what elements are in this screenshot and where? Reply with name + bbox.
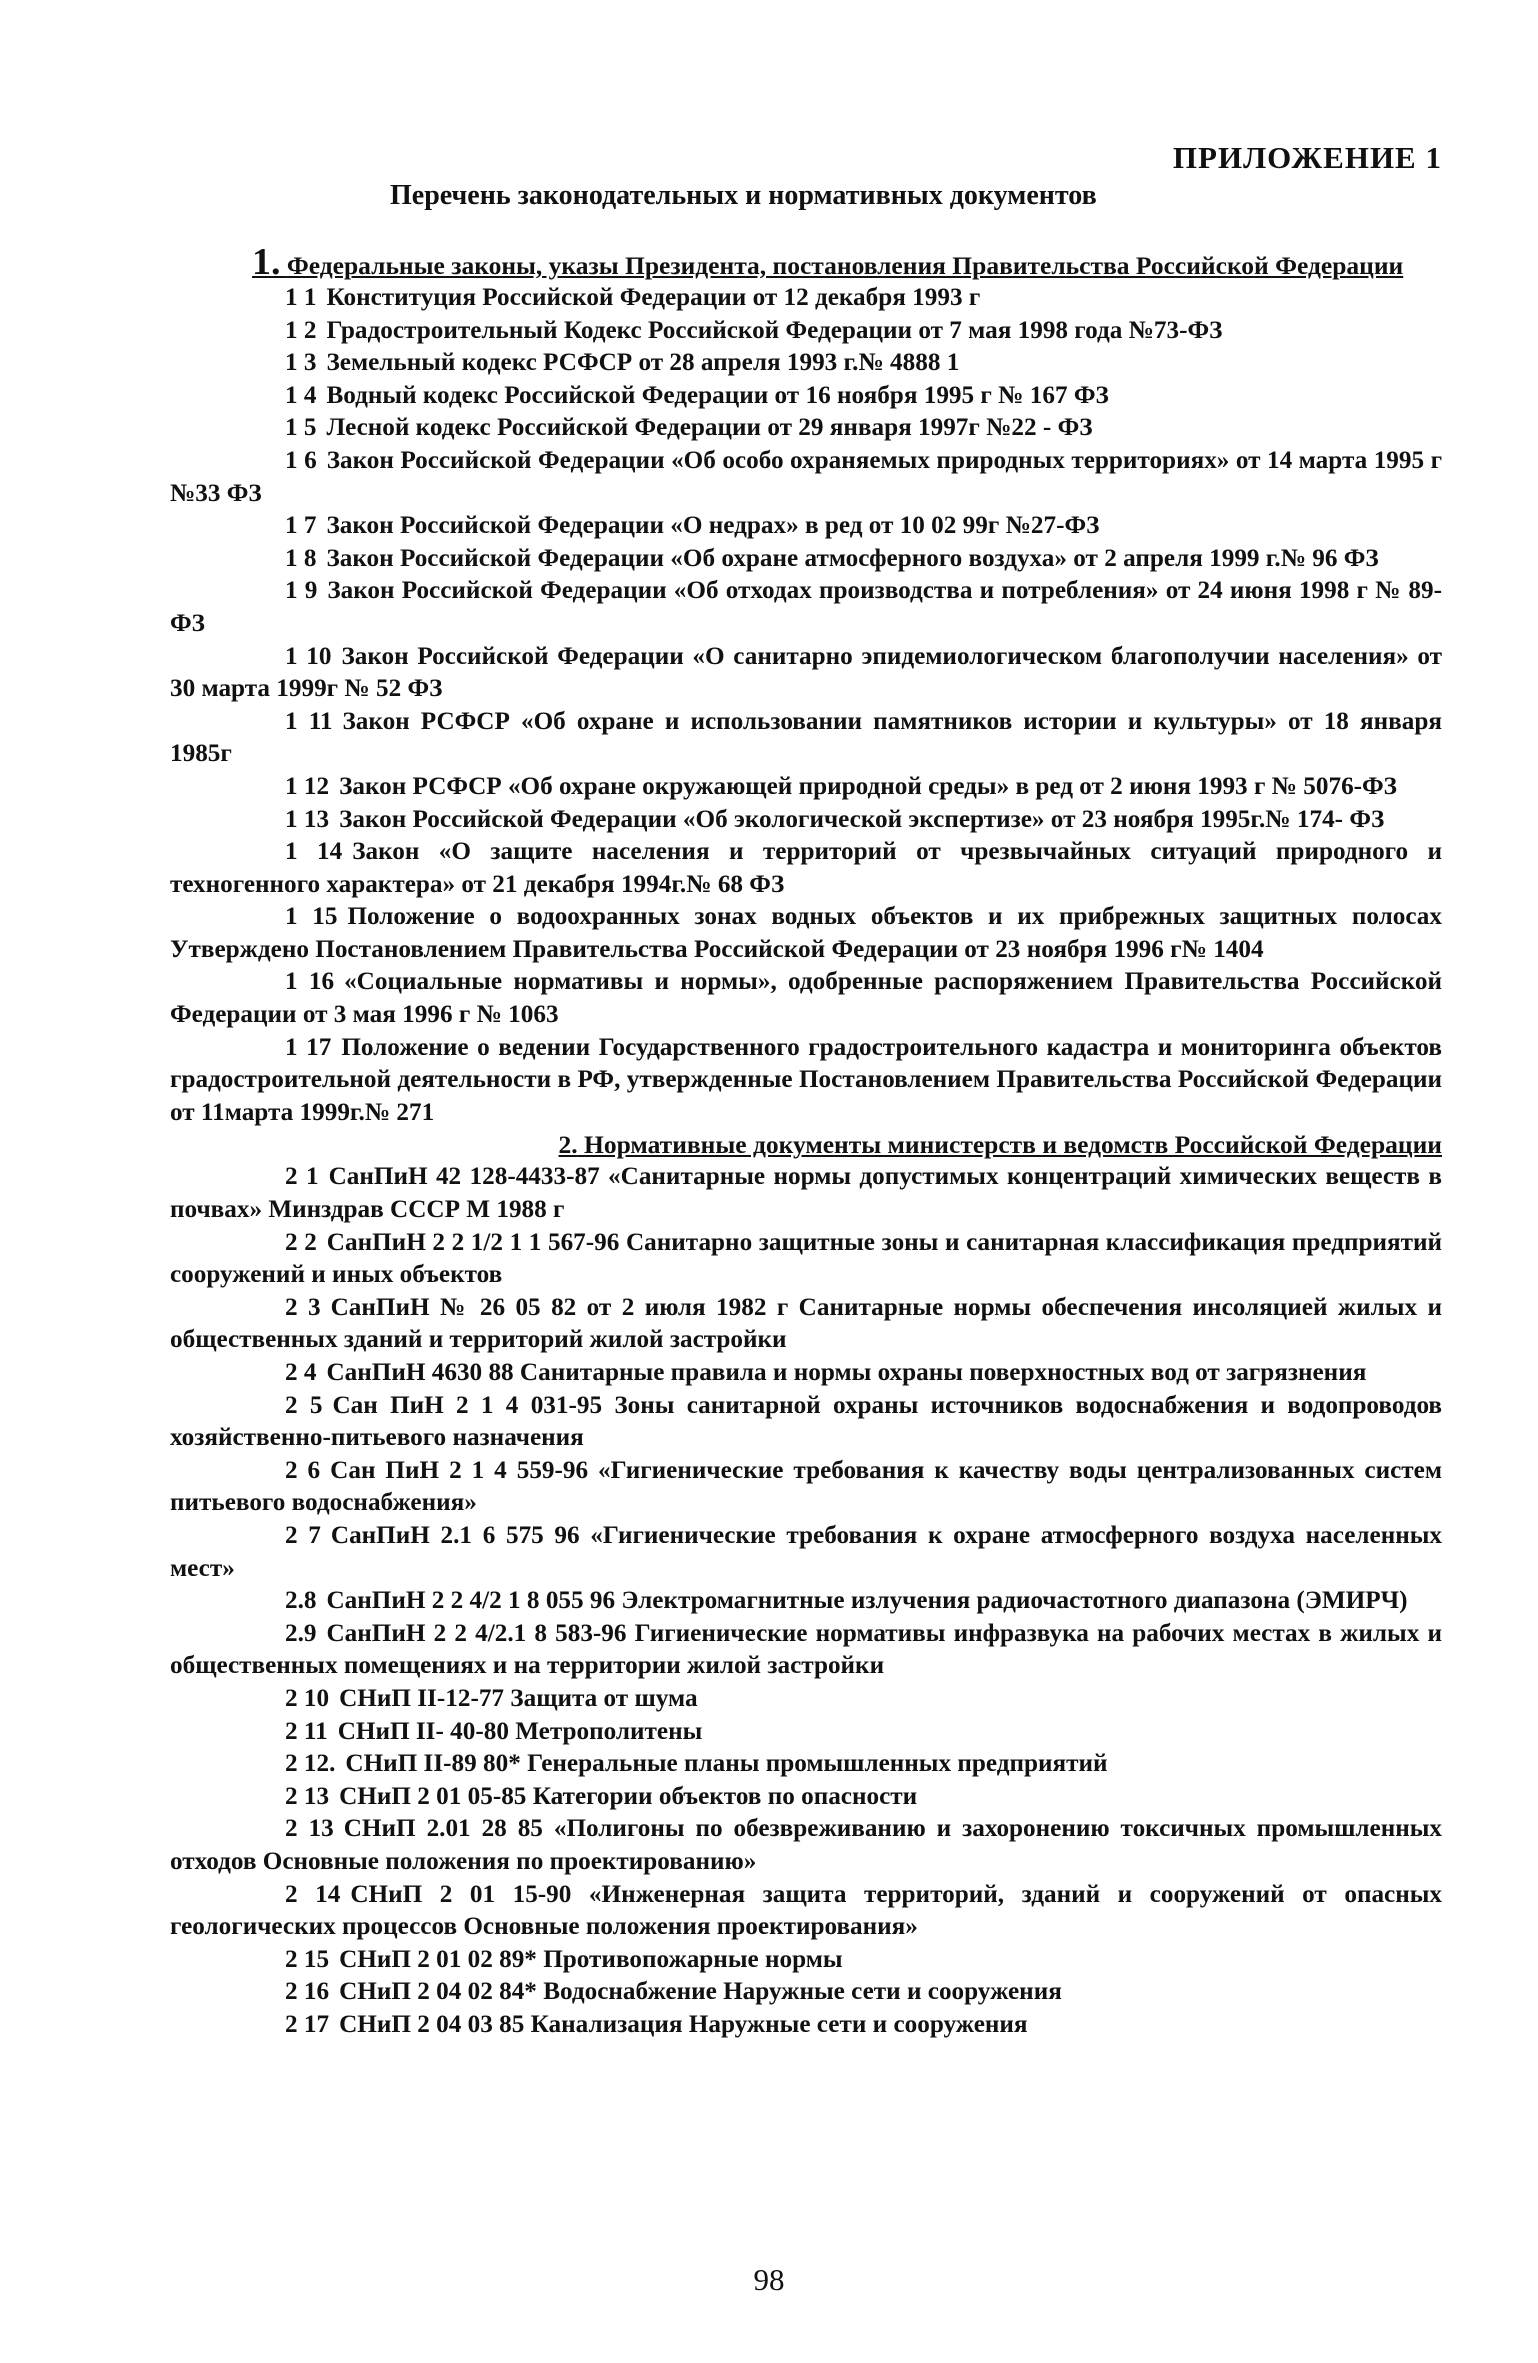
list-item (170, 1585, 1442, 1618)
list-item (170, 1716, 1442, 1749)
item-number: 1 16 (285, 968, 335, 996)
item-number: 1 2 (285, 316, 317, 344)
item-number: 1 14 (285, 838, 343, 866)
item-number: 1 10 (285, 642, 332, 670)
item-number: 2 13 (285, 1815, 334, 1843)
list-item (170, 412, 1442, 445)
item-number: 2 1 (285, 1163, 319, 1191)
item-text: Сан ПиН 2 1 4 031-95 Зоны санитарной охраны источников водоснабжения и водопроводов хозяйственно-питьевого назначения (170, 1391, 1443, 1452)
item-text: СанПиН № 26 05 82 от 2 июля 1982 г Санитарные нормы обеспечения инсоляцией жилых и общественных зданий и территорий жилой застройки (170, 1293, 1442, 1354)
section-2-number: 2. (558, 1130, 578, 1160)
section-1-title: Федеральные законы, указы Президента, постановления Правительства Российской Федерации (286, 251, 1404, 280)
item-text: Закон Российской Федерации «Об экологической экспертизе» от 23 ноября 1995г.№ 174- ФЗ (339, 805, 1385, 833)
list-item (170, 1357, 1442, 1390)
list-item (170, 966, 1442, 1031)
section-1-entries (170, 282, 1442, 1129)
section-2-title: Нормативные документы министерств и ведомств Российской Федерации (584, 1130, 1442, 1160)
item-text: СанПиН 2 2 1/2 1 1 567-96 Санитарно защитные зоны и санитарная классификация предприятий сооружений и иных объектов (170, 1228, 1442, 1289)
item-number: 2 7 (285, 1521, 321, 1549)
item-text: Закон РСФСР «Об охране и использовании памятников истории и культуры» от 18 января 1985г (170, 707, 1442, 768)
item-text: Конституция Российской Федерации от 12 декабря 1993 г (326, 284, 981, 311)
list-item (170, 282, 1442, 315)
item-number: 1 15 (285, 903, 338, 931)
list-item (170, 543, 1442, 576)
item-number: 1 13 (285, 805, 330, 833)
list-item (170, 1976, 1442, 2009)
list-item (170, 1781, 1442, 1814)
item-text: Закон РСФСР «Об охране окружающей природной среды» в ред от 2 июня 1993 г № 5076-ФЗ (339, 772, 1397, 800)
item-text: Водный кодекс Российской Федерации от 16 ноября 1995 г № 167 ФЗ (326, 381, 1109, 409)
list-item (170, 1944, 1442, 1977)
list-item (170, 347, 1442, 380)
item-number: 1 7 (285, 512, 317, 540)
item-number: 1 11 (285, 707, 333, 735)
item-number: 1 9 (285, 577, 318, 605)
item-number: 1 5 (285, 414, 317, 442)
item-number: 2 10 (285, 1684, 330, 1712)
item-number: 2.9 (285, 1619, 317, 1647)
list-item (170, 804, 1442, 837)
item-text: «Социальные нормативы и нормы», одобренные распоряжением Правительства Российской Федерации от 3 мая 1996 г № 1063 (170, 968, 1443, 1029)
list-item (170, 510, 1442, 543)
list-item (170, 706, 1442, 771)
item-text: СНиП 2 01 02 89* Противопожарные нормы (339, 1945, 843, 1973)
list-item (170, 1520, 1442, 1585)
section-2-entries (170, 1161, 1442, 2041)
item-number: 1 4 (285, 381, 317, 409)
item-text: СНиП 2 04 02 84* Водоснабжение Наружные сети и сооружения (339, 1978, 1062, 2006)
list-item (170, 641, 1442, 706)
item-text: Сан ПиН 2 1 4 559-96 «Гигиенические требования к качеству воды централизованных систем питьевого водоснабжения» (170, 1456, 1442, 1517)
item-text: СНиП 2 01 05-85 Категории объектов по опасности (339, 1782, 918, 1810)
item-text: Лесной кодекс Российской Федерации от 29 января 1997г №22 - ФЗ (326, 414, 1093, 442)
item-number: 2 11 (285, 1717, 328, 1745)
list-item (170, 315, 1442, 348)
item-number: 1 1 (285, 284, 317, 311)
item-text: СНиП 2.01 28 85 «Полигоны по обезвреживанию и захоронению токсичных промышленных отходов Основные положения по проектированию» (170, 1815, 1442, 1875)
list-item (170, 1390, 1442, 1455)
item-text: СНиП 2 01 15-90 «Инженерная защита территорий, зданий и сооружений от опасных геологических процессов Основные положения проектирования» (170, 1880, 1442, 1941)
item-text: СанПиН 2 2 4/2.1 8 583-96 Гигиенические нормативы инфразвука на рабочих местах в жилых и общественных помещениях и на территории жилой застройки (170, 1619, 1442, 1680)
item-text: Положение о ведении Государственного градостроительного кадастра и мониторинга объектов градостроительной деятельности в РФ, утвержденные Постановлением Правительства Российской Федерации от 11марта 1999г.№ 271 (170, 1033, 1442, 1126)
list-item (170, 1748, 1442, 1781)
section-1-heading (252, 241, 1442, 283)
page-number: 98 (753, 2262, 785, 2297)
item-number: 2 17 (285, 2010, 330, 2038)
item-text: СанПиН 42 128-4433-87 «Санитарные нормы допустимых концентраций химических веществ в почвах» Минздрав СССР М 1988 г (170, 1163, 1442, 1224)
item-text: СанПиН 4630 88 Санитарные правила и нормы охраны поверхностных вод от загрязнения (326, 1359, 1367, 1386)
list-item (170, 1455, 1442, 1520)
item-text: Закон Российской Федерации «Об охране атмосферного воздуха» от 2 апреля 1999 г.№ 96 ФЗ (326, 544, 1379, 572)
list-item (170, 901, 1442, 966)
list-item (170, 1813, 1442, 1878)
item-text: Закон Российской Федерации «Об особо охраняемых природных территориях» от 14 марта 1995 г №33 ФЗ (170, 446, 1443, 507)
item-text: Земельный кодекс РСФСР от 28 апреля 1993 г.№ 4888 1 (326, 349, 960, 377)
section-2-heading (170, 1129, 1442, 1161)
item-text: СанПиН 2.1 6 575 96 «Гигиенические требования к охране атмосферного воздуха населенных мест» (170, 1521, 1443, 1582)
list-item (170, 836, 1442, 901)
item-text: СанПиН 2 2 4/2 1 8 055 96 Электромагнитные излучения радиочастотного диапазона (ЭМИРЧ) (326, 1587, 1408, 1615)
item-number: 2 2 (285, 1228, 317, 1256)
item-text: СНиП II-89 80* Генеральные планы промышленных предприятий (345, 1750, 1108, 1778)
list-item (170, 380, 1442, 413)
document-title: Перечень законодательных и нормативных документов (390, 180, 1097, 211)
item-text: Закон «О защите населения и территорий от чрезвычайных ситуаций природного и техногенного характера» от 21 декабря 1994г.№ 68 ФЗ (170, 838, 1443, 898)
item-text: Закон Российской Федерации «О санитарно эпидемиологическом благополучии населения» от 30 марта 1999г № 52 ФЗ (170, 642, 1443, 703)
item-number: 2 3 (285, 1293, 321, 1321)
item-number: 2.8 (285, 1587, 317, 1615)
item-number: 1 12 (285, 772, 330, 800)
list-item (170, 1683, 1442, 1716)
item-number: 2 5 (285, 1391, 323, 1419)
item-number: 1 8 (285, 544, 317, 572)
item-number: 2 16 (285, 1978, 330, 2006)
list-item (170, 575, 1442, 640)
list-item (170, 1879, 1442, 1944)
item-number: 2 14 (285, 1880, 341, 1908)
list-item (170, 771, 1442, 804)
item-text: СНиП II- 40-80 Метрополитены (337, 1717, 703, 1745)
item-text: Закон Российской Федерации «О недрах» в ред от 10 02 99г №27-ФЗ (326, 512, 1100, 540)
list-item (170, 1032, 1442, 1130)
section-1-number: 1. (252, 241, 281, 283)
item-text: СНиП II-12-77 Защита от шума (339, 1684, 698, 1712)
appendix-label: ПРИЛОЖЕНИЕ 1 (1172, 140, 1442, 175)
list-item (170, 445, 1442, 510)
item-number: 2 6 (285, 1456, 321, 1484)
item-number: 2 4 (285, 1359, 317, 1386)
list-item (170, 2009, 1442, 2042)
item-number: 1 3 (285, 349, 317, 377)
list-item (170, 1292, 1442, 1357)
item-text: Положение о водоохранных зонах водных объектов и их прибрежных защитных полосах Утверждено Постановлением Правительства Российской Федерации от 23 ноября 1996 г№ 1404 (170, 903, 1442, 963)
item-number: 2 15 (285, 1945, 330, 1973)
list-item (170, 1227, 1442, 1292)
item-number: 2 12. (285, 1750, 336, 1778)
list-item (170, 1618, 1442, 1683)
item-text: СНиП 2 04 03 85 Канализация Наружные сети и сооружения (339, 2010, 1028, 2038)
item-text: Закон Российской Федерации «Об отходах производства и потребления» от 24 июня 1998 г № 89-ФЗ (170, 577, 1442, 637)
item-number: 1 17 (285, 1033, 332, 1061)
list-item (170, 1161, 1442, 1226)
item-number: 1 6 (285, 446, 317, 474)
item-number: 2 13 (285, 1782, 330, 1810)
item-text: Градостроительный Кодекс Российской Федерации от 7 мая 1998 года №73-ФЗ (326, 316, 1223, 344)
